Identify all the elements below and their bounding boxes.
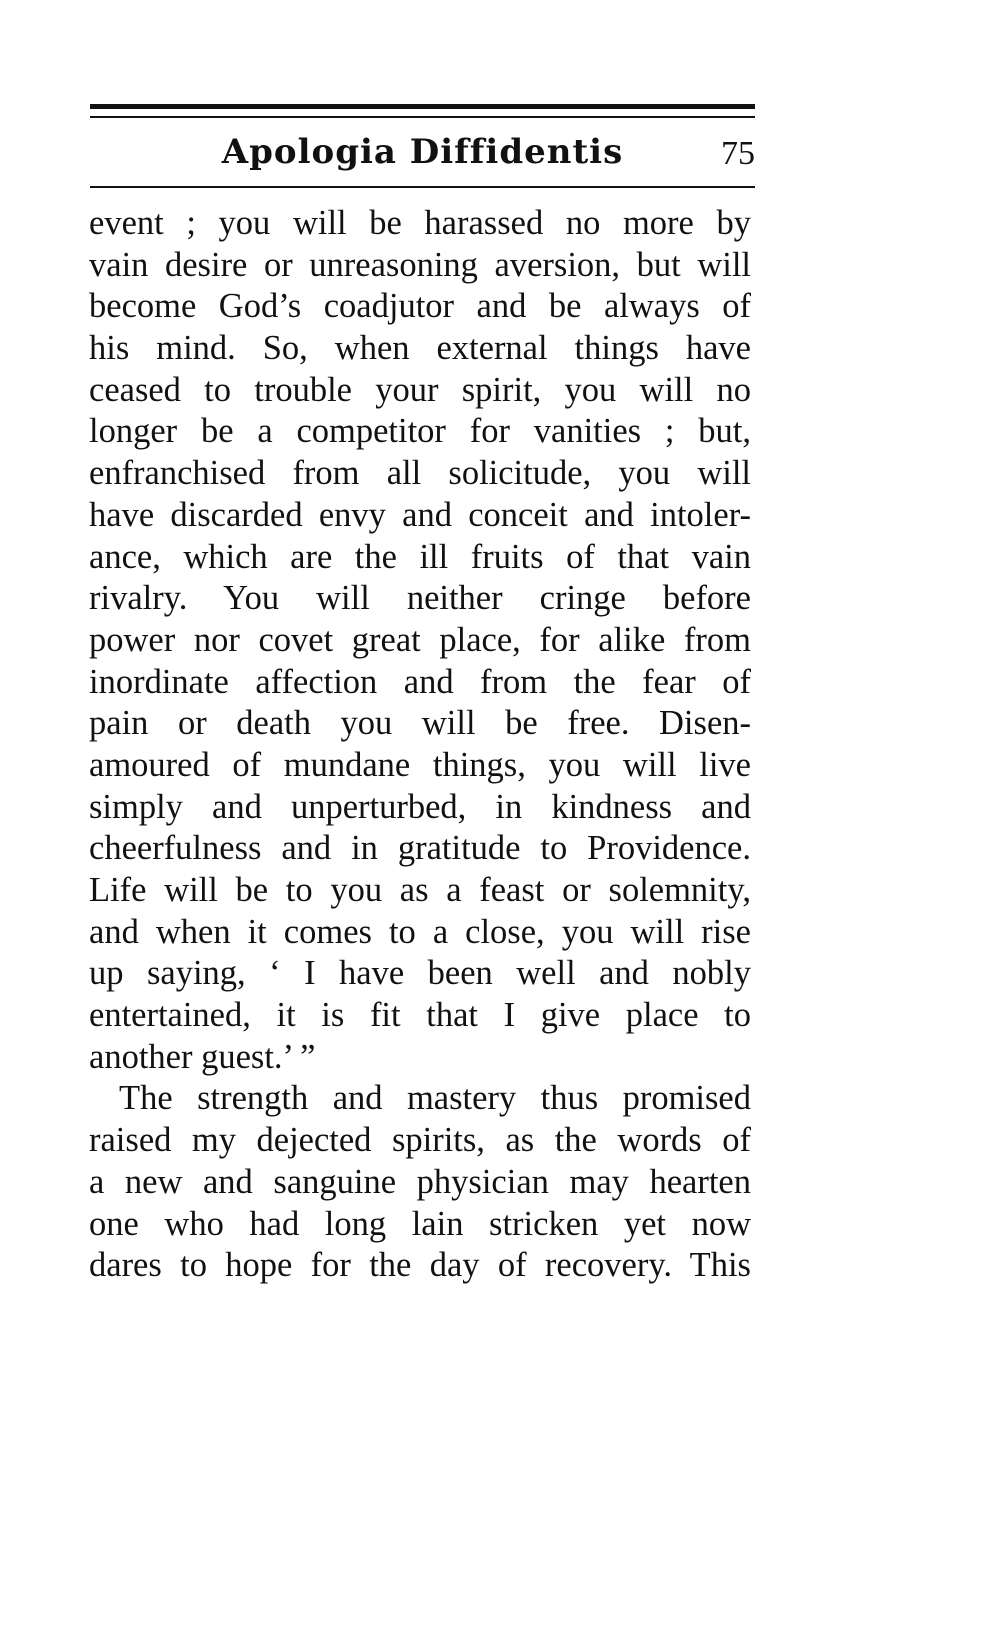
header-bottom-rule	[90, 186, 755, 188]
text-line: and when it comes to a close, you will rise	[89, 912, 751, 951]
text-line: ance, which are the ill fruits of that vain	[89, 537, 751, 576]
text-line: event ; you will be harassed no more by	[89, 204, 751, 242]
text-line: rivalry. You will neither cringe before	[89, 579, 751, 618]
paragraph-end-line: another guest.’ ”	[89, 1037, 316, 1076]
paragraph-start-line: The strength and mastery thus promised	[119, 1079, 751, 1118]
text-line: entertained, it is fit that I give place to	[89, 996, 751, 1035]
text-line: enfranchised from all solicitude, you will	[89, 454, 751, 493]
header-double-rule-thin	[90, 116, 755, 118]
text-line: raised my dejected spirits, as the words of	[89, 1121, 751, 1160]
running-head	[90, 124, 755, 182]
body-text	[89, 203, 751, 1287]
text-line: simply and unperturbed, in kindness and	[89, 787, 751, 826]
text-line: become God’s coadjutor and be always of	[89, 287, 751, 326]
page-number: 75	[721, 135, 755, 172]
text-line: amoured of mundane things, you will live	[89, 745, 751, 784]
running-title: Apologia Diffidentis	[221, 132, 624, 172]
text-line: ceased to trouble your spirit, you will no	[89, 370, 751, 409]
text-line: have discarded envy and conceit and intoler-	[89, 495, 751, 534]
text-line: Life will be to you as a feast or solemnity,	[89, 871, 751, 909]
text-line: cheerfulness and in gratitude to Providence.	[89, 829, 751, 868]
text-line: dares to hope for the day of recovery. This	[89, 1246, 751, 1285]
text-line: vain desire or unreasoning aversion, but will	[89, 245, 751, 284]
text-line: pain or death you will be free. Disen-	[89, 704, 751, 743]
text-line: a new and sanguine physician may hearten	[89, 1162, 751, 1201]
header-double-rule-thick	[90, 104, 755, 109]
text-line: one who had long lain stricken yet now	[89, 1204, 751, 1243]
text-line: power nor covet great place, for alike from	[89, 620, 751, 659]
text-line: inordinate affection and from the fear of	[89, 662, 751, 701]
text-line: his mind. So, when external things have	[89, 329, 751, 368]
text-line: up saying, ‘ I have been well and nobly	[89, 954, 751, 993]
text-line: longer be a competitor for vanities ; but,	[89, 412, 751, 451]
